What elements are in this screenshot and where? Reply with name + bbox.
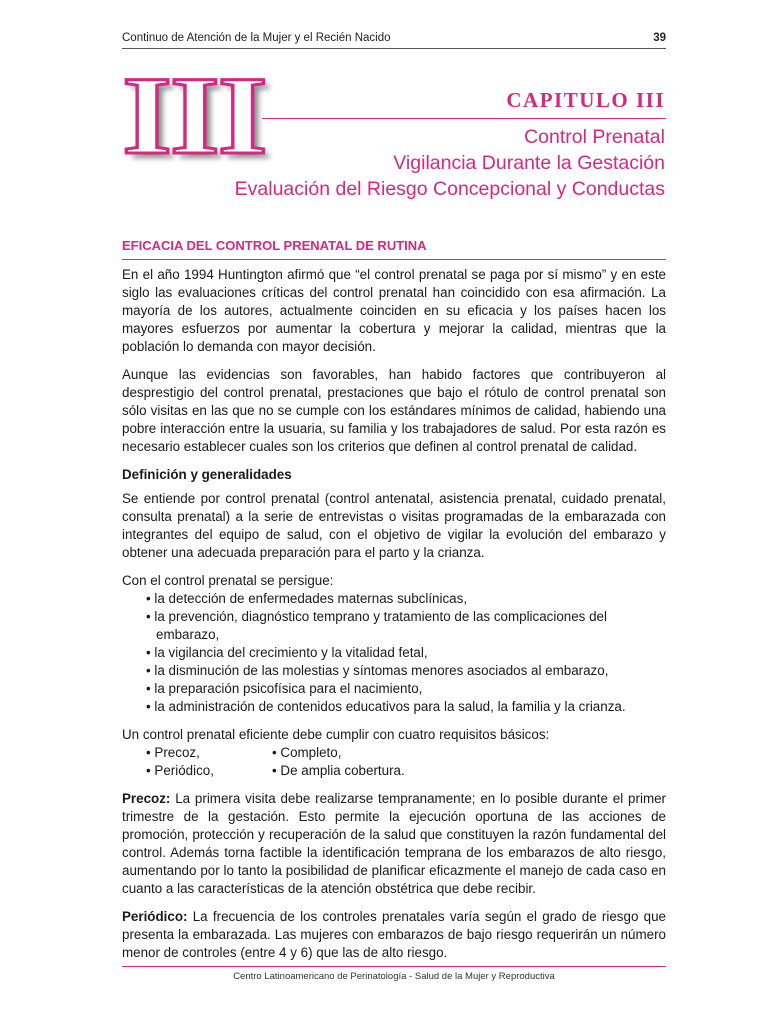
term-text: La frecuencia de los controles prenatales varía según el grado de riesgo que presenta la embarazada. Las mujeres con embarazos de bajo riesgo requerirán un número menor de controles (entre 4 y 6) que las de alto riesgo.: [122, 909, 666, 960]
paragraph: Se entiende por control prenatal (control antenatal, asistencia prenatal, cuidado prenatal, consulta prenatal) a la serie de entrevistas o visitas programadas de la embarazada con integrantes del equipo de salud, con el objetivo de vigilar la evolución del embarazo y obtener una adecuada preparación para el parto y la crianza.: [122, 491, 666, 560]
page-footer: Centro Latinoamericano de Perinatología - Salud de la Mujer y Reproductiva: [122, 966, 666, 982]
goals-list: [122, 590, 666, 716]
page-number: 39: [653, 32, 666, 44]
list-item: • Periódico,: [146, 763, 214, 778]
term-label: Precoz:: [122, 791, 171, 806]
chapter-subtitle-3: Evaluación del Riesgo Concepcional y Conductas: [234, 178, 665, 200]
term-text: La primera visita debe realizarse tempranamente; en lo posible durante el primer trimestre de la gestación. Esto permite la ejecución oportuna de las acciones de promoción, protección y recuperación de la salud que constituyen la razón fundamental del control. Además torna factible la identificación temprana de los embarazos de alto riesgo, aumentando por lo tanto la posibilidad de planificar eficazmente el manejo de cada caso en cuanto a las características de la atención obstétrica que debe recibir.: [122, 791, 666, 896]
term-label: Periódico:: [122, 909, 188, 924]
list-item: • la prevención, diagnóstico temprano y tratamiento de las complicaciones del embarazo,: [146, 609, 607, 642]
paragraph: En el año 1994 Huntington afirmó que “el control prenatal se paga por sí mismo” y en este siglo las evaluaciones críticas del control prenatal han coincidido con esa afirmación. La mayoría de los autores, actualmente coinciden en su eficacia y los países hacen los mayores esfuerzos por aumentar la cobertura y mejorar la calidad, mientras que la población lo demanda con mayor decisión.: [122, 267, 666, 354]
chapter-rule: [262, 118, 666, 119]
list-item: • Precoz,: [146, 745, 200, 760]
subheading: Definición y generalidades: [122, 467, 292, 482]
chapter-subtitle-1: Control Prenatal: [524, 126, 665, 148]
running-title: Continuo de Atención de la Mujer y el Recién Nacido: [122, 32, 391, 44]
list-item: • Completo,: [272, 745, 342, 760]
chapter-label: CAPITULO III: [506, 88, 665, 112]
list-item: • la preparación psicofísica para el nacimiento,: [146, 681, 423, 696]
list-item: • la disminución de las molestias y síntomas menores asociados al embarazo,: [146, 663, 609, 678]
paragraph: Aunque las evidencias son favorables, han habido factores que contribuyeron al desprestigio del control prenatal, prestaciones que bajo el rótulo de control prenatal son sólo visitas en las que no se cumple con los estándares mínimos de calidad, habiendo una pobre interacción entre la usuaria, su familia y los trabajadores de salud. Por esta razón es necesario establecer cuales son los criterios que definen al control prenatal de calidad.: [122, 367, 666, 454]
chapter-subtitle-2: Vigilancia Durante la Gestación: [393, 152, 665, 174]
chapter-subtitles: [235, 124, 665, 202]
running-header: [122, 32, 666, 49]
list-item: • la vigilancia del crecimiento y la vitalidad fetal,: [146, 645, 428, 660]
paragraph-precoz: [122, 790, 666, 898]
list-item: • De amplia cobertura.: [272, 763, 405, 778]
list-intro: Con el control prenatal se persigue:: [122, 573, 334, 588]
list-item: • la detección de enfermedades maternas subclínicas,: [146, 591, 468, 606]
section-title: EFICACIA DEL CONTROL PRENATAL DE RUTINA: [122, 238, 666, 260]
requirements-list: [146, 744, 666, 780]
paragraph-periodico: [122, 908, 666, 962]
list-item: • la administración de contenidos educativos para la salud, la familia y la crianza.: [146, 699, 626, 714]
chapter-roman-numeral: III: [122, 54, 266, 178]
body-text: [122, 266, 666, 972]
list-intro: Un control prenatal eficiente debe cumplir con cuatro requisitos básicos:: [122, 727, 550, 742]
